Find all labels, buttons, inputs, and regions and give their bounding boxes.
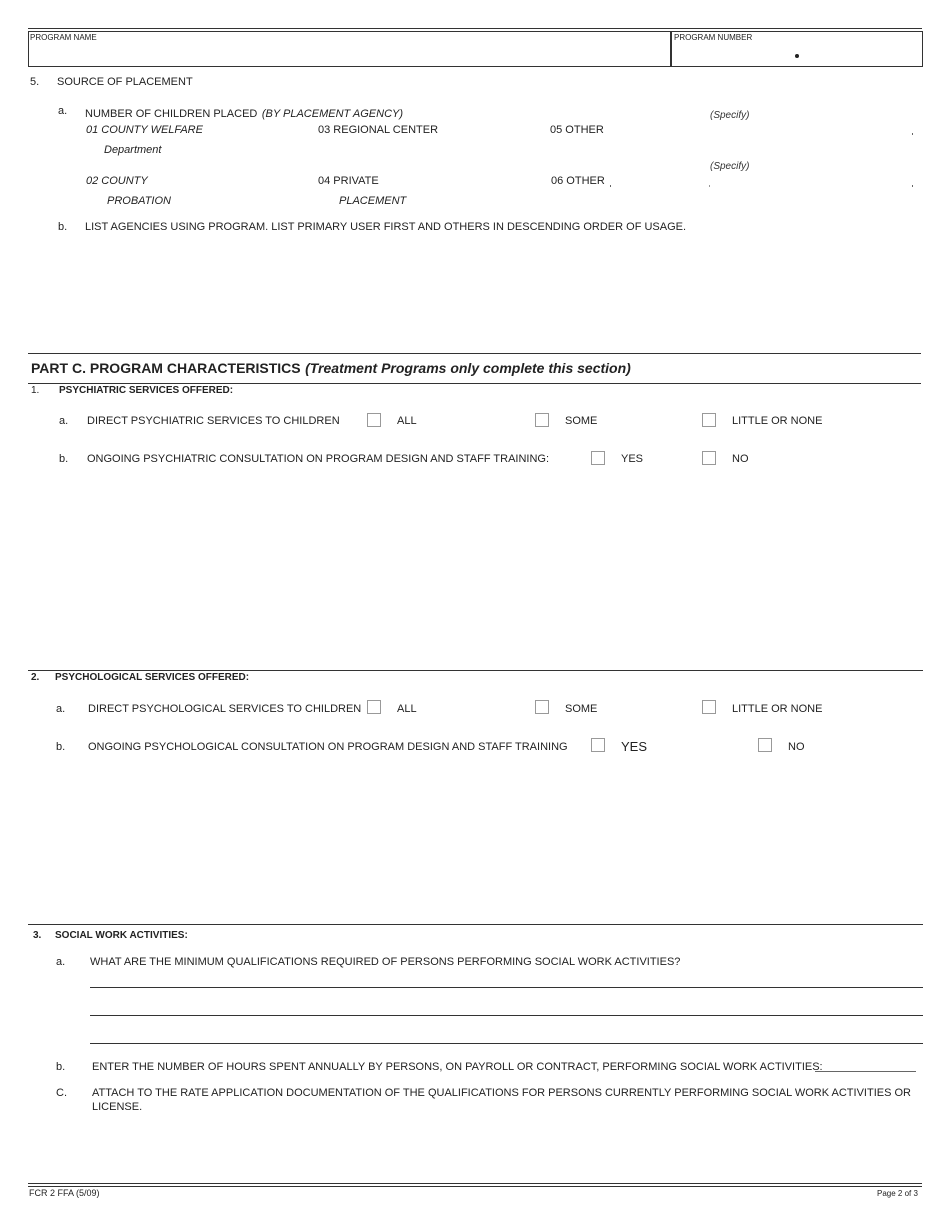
q2b-label: ONGOING PSYCHOLOGICAL CONSULTATION ON PROGRAM DESIGN AND STAFF TRAINING <box>88 741 568 753</box>
page-number: Page 2 of 3 <box>877 1189 918 1198</box>
section5-title: SOURCE OF PLACEMENT <box>57 76 193 88</box>
option-06-tick-c <box>912 185 913 187</box>
q2-number: 2. <box>31 672 40 683</box>
q2a-little-label: LITTLE OR NONE <box>732 703 823 715</box>
option-06-tick-b <box>709 185 710 187</box>
q2b-yes-label: YES <box>621 739 648 754</box>
partc-title-wrap <box>31 360 631 378</box>
footer-rule-1 <box>28 1183 922 1184</box>
program-name-label: PROGRAM NAME <box>30 33 97 42</box>
q3-title: SOCIAL WORK ACTIVITIES: <box>55 930 188 941</box>
q2a-all-checkbox[interactable] <box>367 700 381 714</box>
section5a-letter: a. <box>58 105 68 117</box>
q1b-no-label: NO <box>732 453 749 465</box>
dot-mark <box>795 54 799 58</box>
q3b-hours-field[interactable] <box>815 1071 916 1072</box>
option-04-line1: 04 PRIVATE <box>318 175 379 187</box>
section5b-label: LIST AGENCIES USING PROGRAM. LIST PRIMARY USER FIRST AND OTHERS IN DESCENDING ORDER OF USAGE. <box>85 221 687 233</box>
q1a-some-checkbox[interactable] <box>535 413 549 427</box>
option-06-tick-a <box>610 185 611 187</box>
option-04-line2: PLACEMENT <box>339 195 407 207</box>
option-02-line1: 02 COUNTY <box>86 175 148 187</box>
q1a-little-label: LITTLE OR NONE <box>732 415 823 427</box>
q3b-letter: b. <box>56 1061 66 1073</box>
option-05-tick <box>912 133 913 135</box>
specify-1-wrap <box>710 105 750 121</box>
option-01-line2: Department <box>104 144 162 156</box>
q3c-letter: C. <box>56 1087 67 1099</box>
q1b-yes-label: YES <box>621 453 644 465</box>
specify-2: (Specify) <box>710 161 750 172</box>
q3-number: 3. <box>33 930 42 941</box>
q1a-little-checkbox[interactable] <box>702 413 716 427</box>
q1b-letter: b. <box>59 453 69 465</box>
section5-number: 5. <box>30 76 40 88</box>
option-05: 05 OTHER <box>550 124 604 136</box>
q1-number: 1. <box>31 385 40 396</box>
q3-rule <box>28 924 923 925</box>
q1a-all-checkbox[interactable] <box>367 413 381 427</box>
q2a-letter: a. <box>56 703 66 715</box>
q3c-label-line1: ATTACH TO THE RATE APPLICATION DOCUMENTATION OF THE QUALIFICATIONS FOR PERSONS CURRENTLY PERFORMING SOCIAL WORK ACTIVITIES OR <box>92 1087 911 1099</box>
specify-2-wrap <box>710 156 750 172</box>
q2a-all-label: ALL <box>397 703 417 715</box>
option-01-line1: 01 COUNTY WELFARE <box>86 124 203 136</box>
option-02-line2: PROBATION <box>107 195 171 207</box>
q3c-label-line2: LICENSE. <box>92 1101 143 1113</box>
program-number-field[interactable] <box>670 31 923 67</box>
q2a-some-checkbox[interactable] <box>535 700 549 714</box>
q1b-no-checkbox[interactable] <box>702 451 716 465</box>
q1a-all-label: ALL <box>397 415 417 427</box>
section5a-label-wrap <box>85 104 404 120</box>
q1a-letter: a. <box>59 415 69 427</box>
option-03: 03 REGIONAL CENTER <box>318 124 439 136</box>
partc-title-italic: (Treatment Programs only complete this section) <box>305 360 631 376</box>
q3b-label: ENTER THE NUMBER OF HOURS SPENT ANNUALLY BY PERSONS, ON PAYROLL OR CONTRACT, PERFORMING SOCIAL WORK ACTIVITIES: <box>92 1061 823 1073</box>
section5a-label: NUMBER OF CHILDREN PLACED <box>85 108 258 120</box>
program-name-field[interactable] <box>28 31 672 67</box>
q3a-label: WHAT ARE THE MINIMUM QUALIFICATIONS REQUIRED OF PERSONS PERFORMING SOCIAL WORK ACTIVITIES? <box>90 956 681 968</box>
q2a-little-checkbox[interactable] <box>702 700 716 714</box>
q2a-some-label: SOME <box>565 703 598 715</box>
q2b-yes-checkbox[interactable] <box>591 738 605 752</box>
section5a-label-italic: (BY PLACEMENT AGENCY) <box>261 108 404 120</box>
option-06: 06 OTHER <box>551 175 605 187</box>
q3a-answer-line-1[interactable] <box>90 987 923 988</box>
partc-top-rule <box>28 353 921 354</box>
q2b-no-checkbox[interactable] <box>758 738 772 752</box>
top-rule <box>28 28 922 29</box>
section5b-letter: b. <box>58 221 68 233</box>
program-number-label: PROGRAM NUMBER <box>674 33 753 42</box>
q3a-answer-line-3[interactable] <box>90 1043 923 1044</box>
footer-rule-2 <box>28 1186 922 1187</box>
q2-rule <box>28 670 923 671</box>
partc-title-rule <box>28 383 921 384</box>
q1b-label: ONGOING PSYCHIATRIC CONSULTATION ON PROGRAM DESIGN AND STAFF TRAINING: <box>87 453 550 465</box>
specify-1: (Specify) <box>710 110 750 121</box>
q3a-answer-line-2[interactable] <box>90 1015 923 1016</box>
q2b-letter: b. <box>56 741 66 753</box>
q2b-no-label: NO <box>788 741 805 753</box>
q1a-some-label: SOME <box>565 415 598 427</box>
q1-title: PSYCHIATRIC SERVICES OFFERED: <box>59 385 234 396</box>
form-id: FCR 2 FFA (5/09) <box>29 1188 100 1198</box>
q2a-label: DIRECT PSYCHOLOGICAL SERVICES TO CHILDREN <box>88 703 362 715</box>
q2-title: PSYCHOLOGICAL SERVICES OFFERED: <box>55 672 250 683</box>
partc-title: PART C. PROGRAM CHARACTERISTICS <box>31 360 301 376</box>
q1a-label: DIRECT PSYCHIATRIC SERVICES TO CHILDREN <box>87 415 340 427</box>
q1b-yes-checkbox[interactable] <box>591 451 605 465</box>
q3a-letter: a. <box>56 956 66 968</box>
